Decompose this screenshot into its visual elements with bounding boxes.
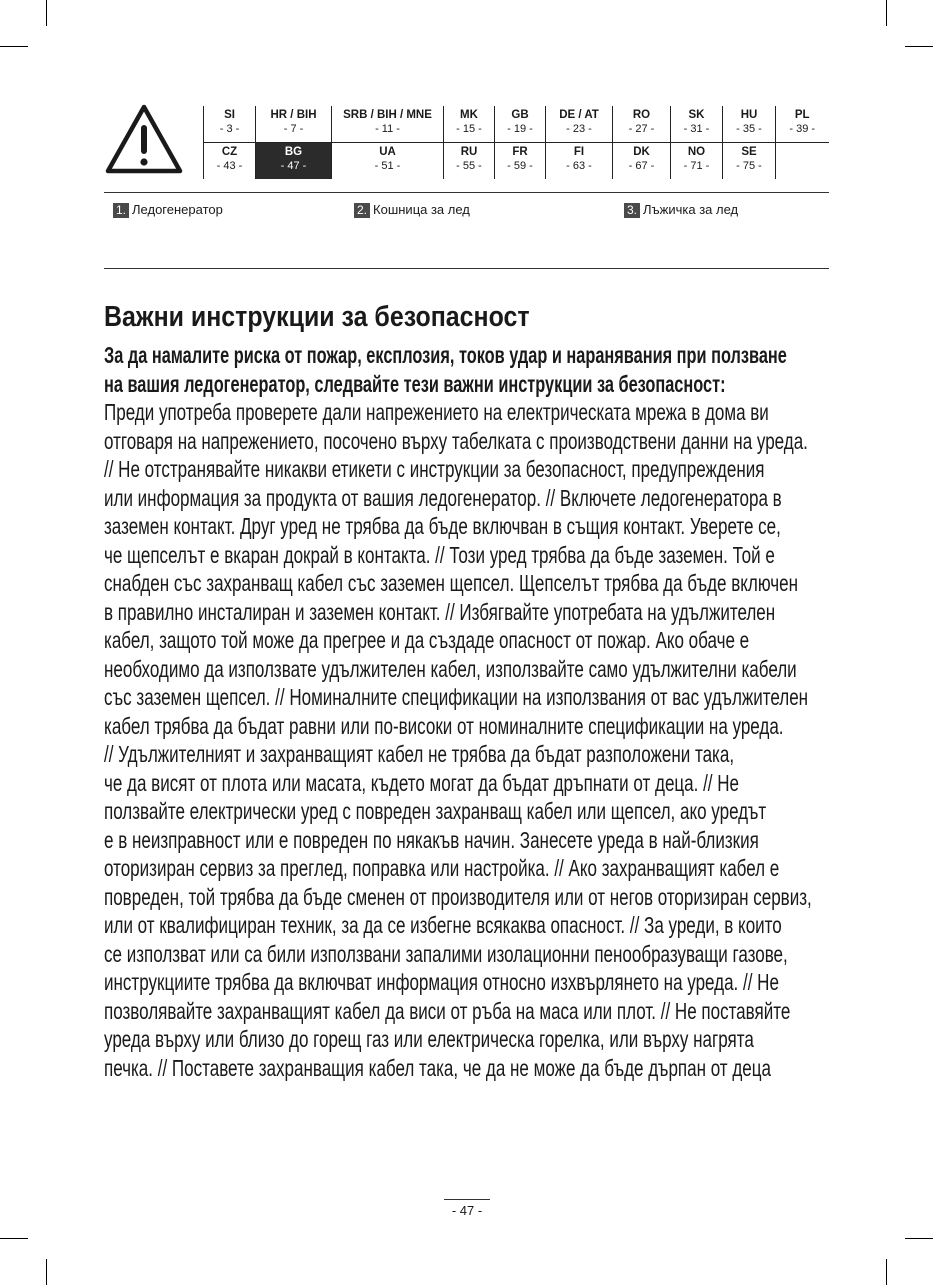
body-line: кабел трябва да бъдат равни или по-високи от номиналните спецификации на уреда. [104,712,784,739]
body-line: кабел, защото той може да прегрее и да създаде опасност от пожар. Ако обаче е [104,627,750,653]
language-cell-gb[interactable]: GB - 19 - [495,106,546,143]
part-number-badge: 1. [113,203,129,218]
language-cell-ro[interactable]: RO - 27 - [613,106,671,143]
body-line: печка. // Поставете захранващия кабел така, че да не може да бъде дърпан от деца [104,1054,771,1081]
body-line: е в неизправност или е повреден по някакъв начин. Занесете уреда в най-близкия [104,826,759,853]
crop-mark [905,1238,933,1239]
intro-bold-line: За да намалите риска от пожар, експлозия, токов удар и наранявания при ползване [104,342,787,368]
language-row [204,143,829,180]
body-line: оторизиран сервиз за преглед, поправка или настройка. // Ако захранващият кабел е [104,855,780,881]
language-cell-pl[interactable]: PL - 39 - [776,106,829,143]
body-line: снабден със захранващ кабел със заземен щепсел. Щепселът трябва да бъде включен [104,570,798,596]
language-cell-sk[interactable]: SK - 31 - [671,106,723,143]
language-cell-hu[interactable]: HU - 35 - [723,106,776,143]
part-item-ice-maker [113,202,223,218]
language-cell-hr-bih[interactable]: HR / BIH - 7 - [256,106,332,143]
body-line: че щепселът е вкаран докрай в контакта. // Този уред трябва да бъде заземен. Той е [104,541,775,568]
page-title: Важни инструкции за безопасност [104,301,530,333]
language-cell-ru[interactable]: RU - 55 - [444,143,495,180]
body-line: уреда върху или близо до горещ газ или електрическа горелка, или върху нагрята [104,1026,754,1052]
body-line: се използват или са били използвани запалими изолационни пенообразуващи газове, [104,940,788,967]
language-row [204,106,829,143]
part-item-ice-basket [354,202,470,218]
divider [104,268,829,269]
language-cell-mk[interactable]: MK - 15 - [444,106,495,143]
part-item-ice-scoop [624,202,738,218]
language-cell-fi[interactable]: FI - 63 - [546,143,613,180]
language-index-table [203,106,829,179]
part-number-badge: 3. [624,203,640,218]
page-number: - 47 - [444,1199,490,1219]
language-cell-de-at[interactable]: DE / AT - 23 - [546,106,613,143]
crop-mark [886,1259,887,1285]
language-cell-cz[interactable]: CZ - 43 - [204,143,256,180]
body-line: ползвайте електрически уред с повреден захранващ кабел или щепсел, ако уредът [104,798,767,824]
crop-mark [886,0,887,26]
language-cell-bg-selected[interactable]: BG - 47 - [256,143,332,180]
body-line: позволявайте захранващият кабел да виси от ръба на маса или плот. // Не поставяйте [104,997,791,1024]
body-line: // Удължителният и захранващият кабел не трябва да бъдат разположени така, [104,741,735,767]
part-number-badge: 2. [354,203,370,218]
language-cell-si[interactable]: SI - 3 - [204,106,256,143]
language-cell-ua[interactable]: UA - 51 - [332,143,444,180]
body-line: в правилно инсталиран и заземен контакт. // Избягвайте употребата на удължителен [104,598,776,625]
crop-mark [0,46,28,47]
body-line: или информация за продукта от вашия ледогенератор. // Включете ледогенератора в [104,484,782,511]
language-cell-srb-bih-mne[interactable]: SRB / BIH / MNE - 11 - [332,106,444,143]
crop-mark [0,1238,28,1239]
body-line: // Не отстранявайте никакви етикети с инструкции за безопасност, предупреждения [104,456,765,482]
body-line: че да висят от плота или масата, където могат да бъдат дръпнати от деца. // Не [104,769,740,796]
warning-triangle-icon [104,103,184,175]
language-cell-dk[interactable]: DK - 67 - [613,143,671,180]
language-cell-se[interactable]: SE - 75 - [723,143,776,180]
part-label: Ледогенератор [132,202,223,217]
language-cell-fr[interactable]: FR - 59 - [495,143,546,180]
part-label: Кошница за лед [373,202,470,217]
body-line: повреден, той трябва да бъде сменен от производителя или от негов оторизиран сервиз, [104,883,812,910]
divider [104,192,829,193]
language-cell-empty [776,143,829,180]
body-line: необходимо да използвате удължителен кабел, използвайте само удължителни кабели [104,655,797,682]
body-line: със заземен щепсел. // Номиналните спецификации на използвания от вас удължителен [104,684,809,710]
body-line: отговаря на напрежението, посочено върху табелката с производствени данни на уреда. [104,427,808,454]
language-cell-no[interactable]: NO - 71 - [671,143,723,180]
body-line: Преди употреба проверете дали напрежението на електрическата мрежа в дома ви [104,399,769,425]
part-label: Лъжичка за лед [643,202,739,217]
crop-mark [46,0,47,26]
body-line: или от квалифициран техник, за да се избегне всякаква опасност. // За уреди, в които [104,912,782,938]
intro-bold-line: на вашия ледогенератор, следвайте тези важни инструкции за безопасност: [104,370,726,397]
crop-mark [905,46,933,47]
body-line: заземен контакт. Друг уред не трябва да бъде включван в същия контакт. Уверете се, [104,513,781,539]
crop-mark [46,1259,47,1285]
safety-instructions-text [104,341,829,1082]
body-line: инструкциите трябва да включват информация относно изхвърлянето на уреда. // Не [104,969,779,995]
